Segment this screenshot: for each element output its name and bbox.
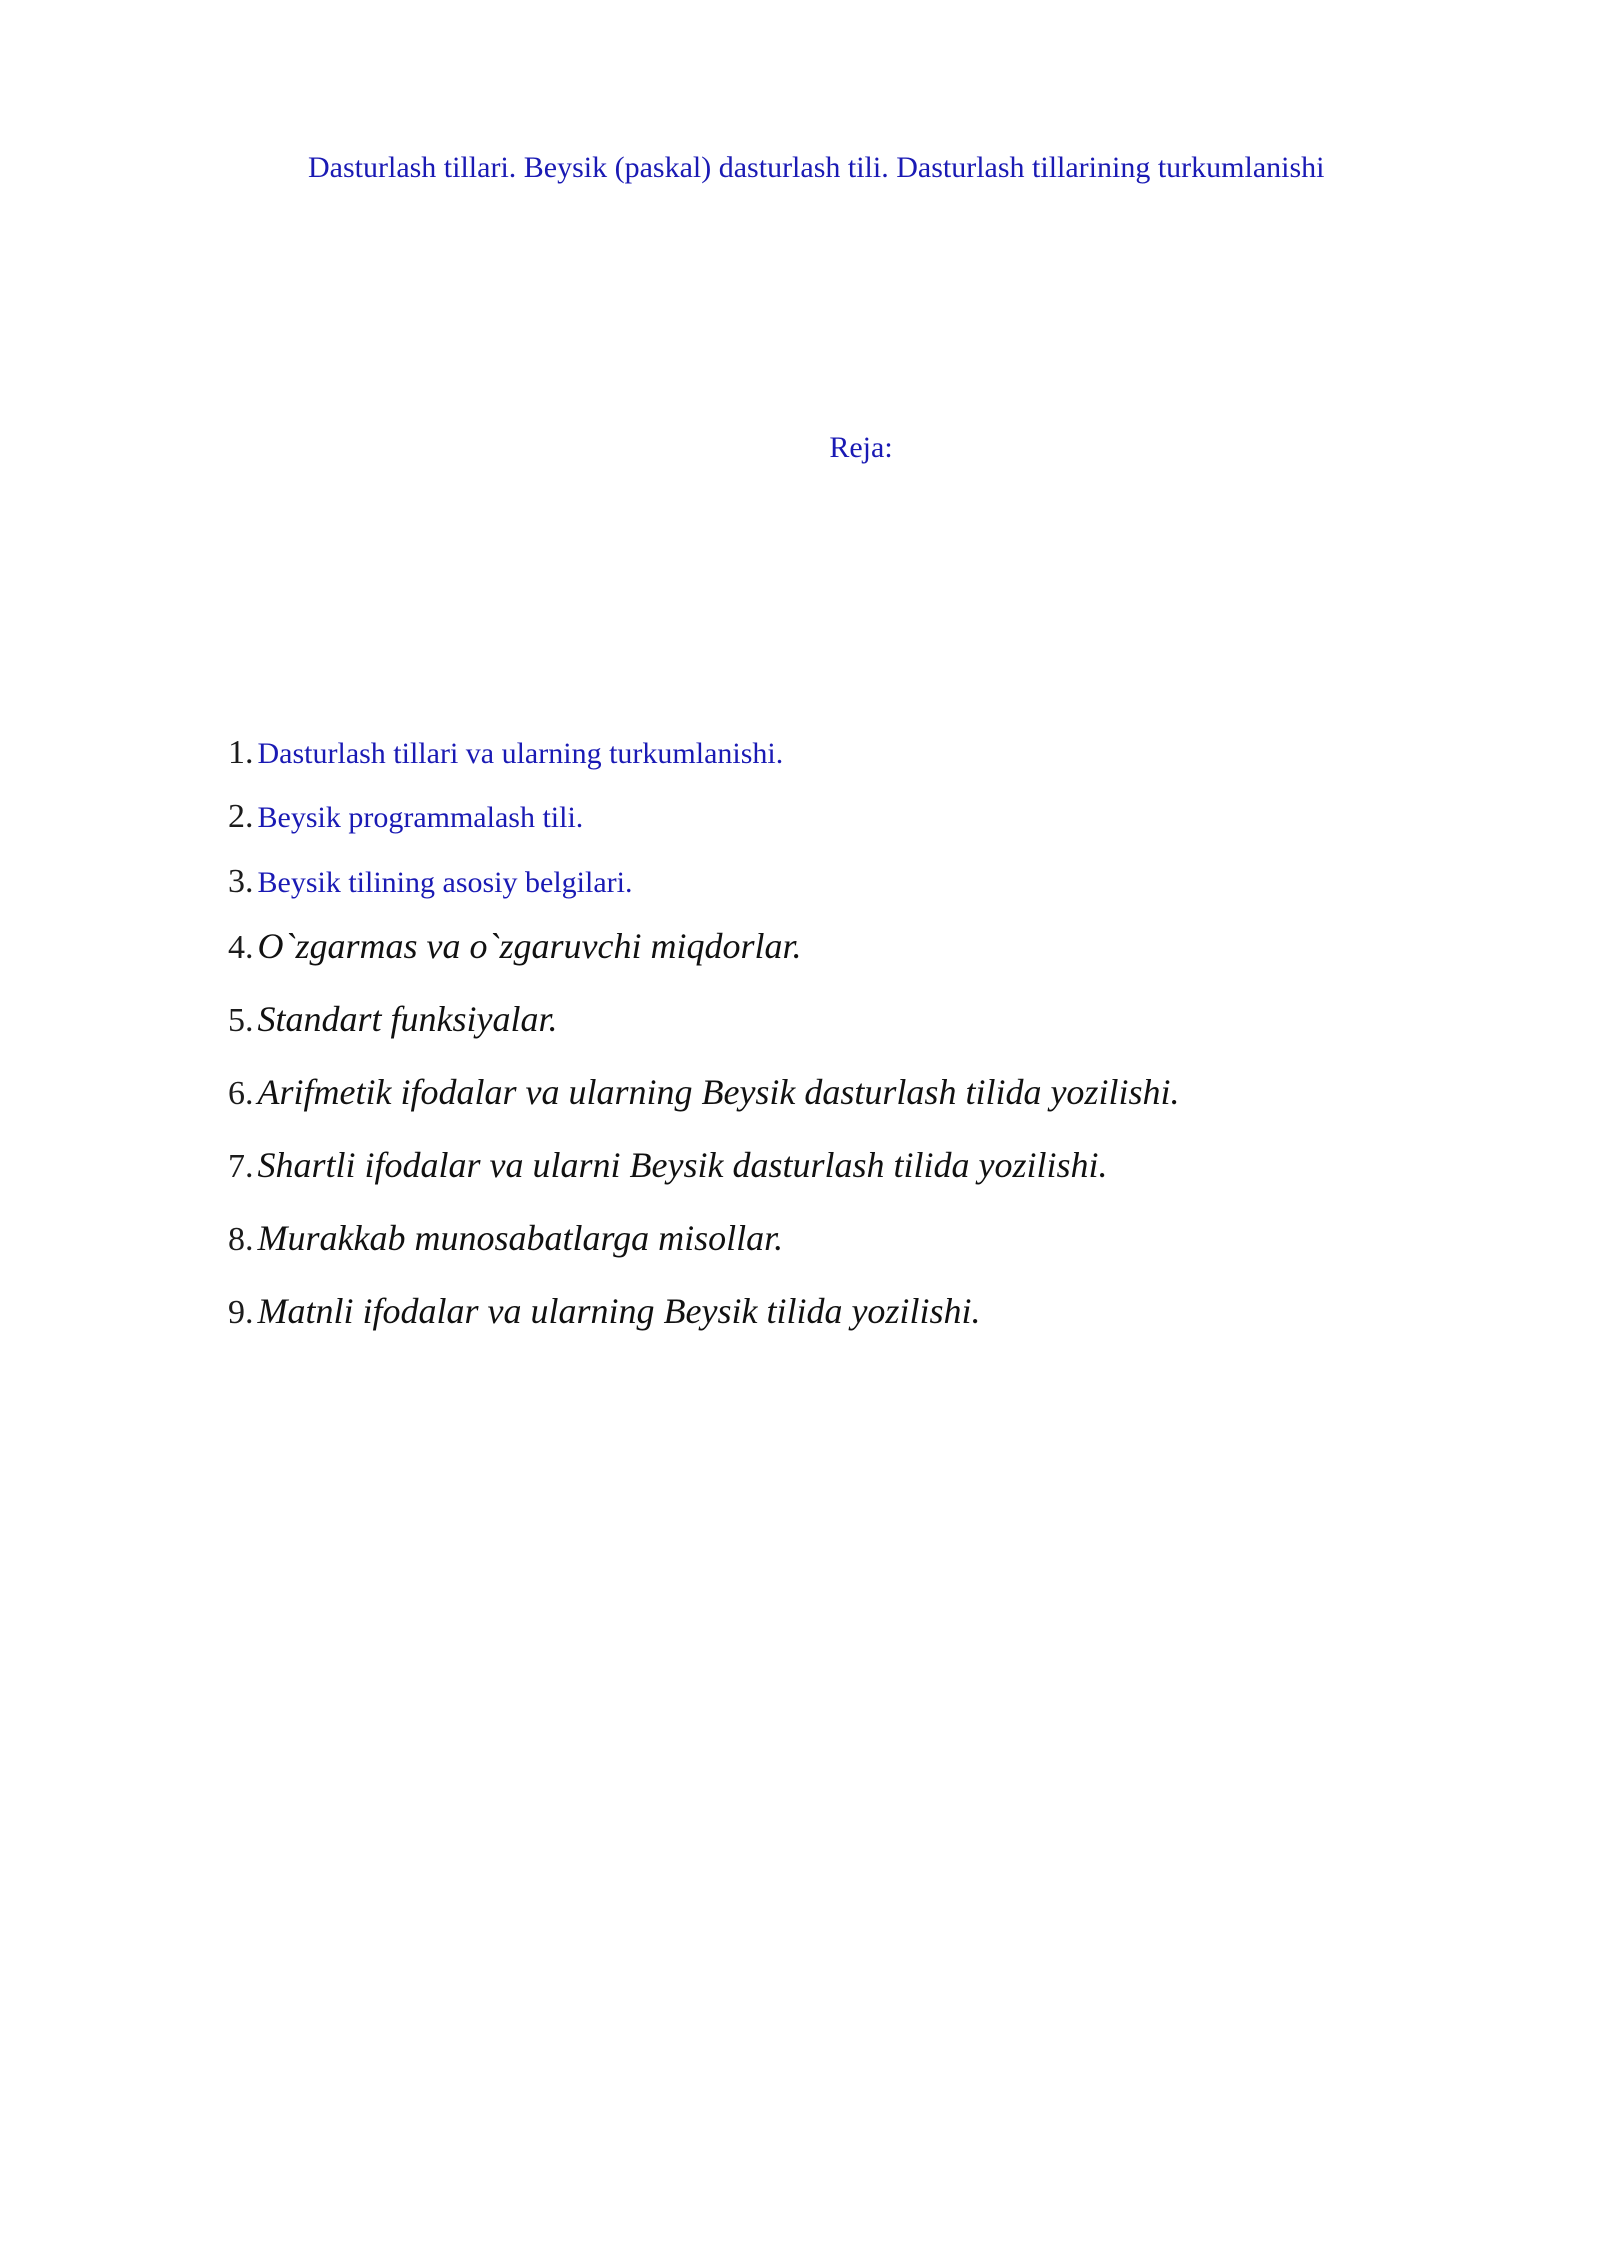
plan-item bbox=[228, 1217, 783, 1261]
plan-item-number: 2. bbox=[228, 798, 254, 835]
plan-heading: Reja: bbox=[829, 431, 893, 464]
plan-item-text: Arifmetik ifodalar va ularning Beysik dasturlash tilida yozilishi. bbox=[257, 1072, 1180, 1112]
plan-item bbox=[228, 862, 632, 903]
plan-item bbox=[228, 925, 802, 969]
plan-item-text: Beysik tilining asosiy belgilari. bbox=[257, 866, 633, 899]
plan-item-number: 5. bbox=[228, 1002, 254, 1039]
plan-item-number: 6. bbox=[228, 1075, 254, 1112]
plan-item-text: Beysik programmalash tili. bbox=[257, 801, 584, 834]
plan-item bbox=[228, 998, 558, 1042]
plan-item-text: Murakkab munosabatlarga misollar. bbox=[257, 1218, 784, 1258]
plan-item-number: 8. bbox=[228, 1221, 254, 1258]
document-title: Dasturlash tillari. Beysik (paskal) dasturlash tili. Dasturlash tillarining turkumlanishi bbox=[308, 151, 1325, 184]
plan-item-number: 7. bbox=[228, 1148, 254, 1185]
plan-item-text: O`zgarmas va o`zgaruvchi miqdorlar. bbox=[257, 926, 802, 966]
plan-item-number: 4. bbox=[228, 929, 254, 966]
plan-item-number: 1. bbox=[228, 734, 254, 771]
plan-item bbox=[228, 1144, 1108, 1188]
plan-item bbox=[228, 797, 583, 838]
plan-item-text: Dasturlash tillari va ularning turkumlanishi. bbox=[257, 737, 784, 770]
plan-item bbox=[228, 733, 783, 774]
plan-item-text: Shartli ifodalar va ularni Beysik dasturlash tilida yozilishi. bbox=[257, 1145, 1108, 1185]
plan-item-text: Standart funksiyalar. bbox=[257, 999, 558, 1039]
plan-item-number: 3. bbox=[228, 863, 254, 900]
plan-item bbox=[228, 1071, 1179, 1115]
plan-item-number: 9. bbox=[228, 1294, 254, 1331]
plan-item-text: Matnli ifodalar va ularning Beysik tilida yozilishi. bbox=[257, 1291, 981, 1331]
plan-item bbox=[228, 1290, 980, 1334]
